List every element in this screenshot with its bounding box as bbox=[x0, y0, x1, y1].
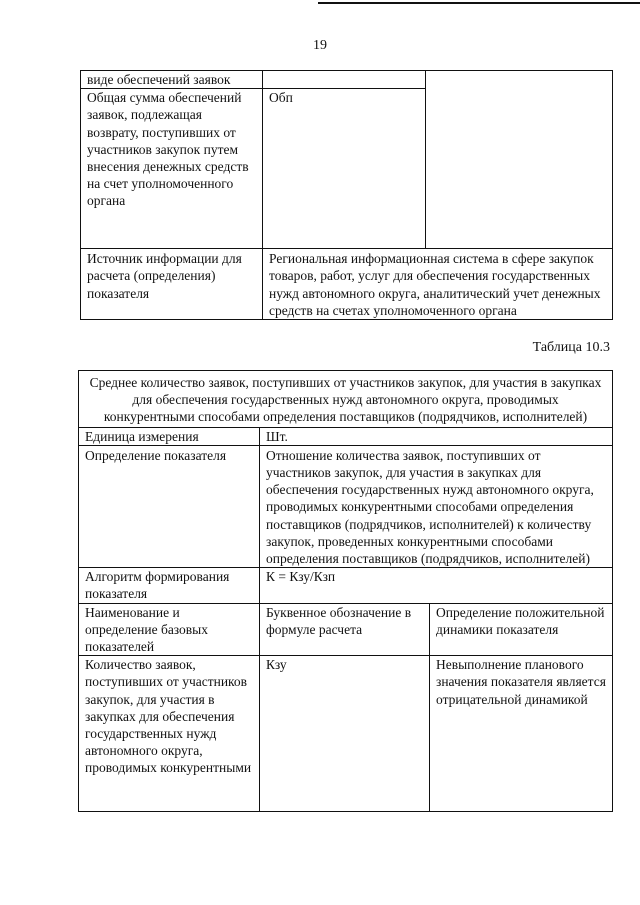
indicator-table-continued bbox=[80, 70, 613, 320]
indicator-title: Среднее количество заявок, поступивших от участников закупок, для участия в закупках для обеспечения государственных нужд автономного округа, проводимых конкурентными способами определения поставщиков (подрядчиков, исполнителей) bbox=[79, 371, 613, 428]
table-row bbox=[81, 249, 613, 320]
header-positive-dynamics: Определение положительной динамики показателя bbox=[430, 603, 613, 656]
header-letter-symbol: Буквенное обозначение в формуле расчета bbox=[260, 603, 430, 656]
cell-unit-label: Единица измерения bbox=[79, 427, 260, 445]
cell-info-source-label: Источник информации для расчета (определения) показателя bbox=[81, 249, 263, 320]
table-header-row bbox=[79, 603, 613, 656]
cell-empty bbox=[426, 71, 613, 249]
cell-empty bbox=[263, 71, 426, 89]
cell-info-source-value: Региональная информационная система в сфере закупок товаров, работ, услуг для обеспечения государственных нужд автономного округа, аналитический учет денежных средств на счетах уполномоченного органа bbox=[263, 249, 613, 320]
table-row bbox=[79, 445, 613, 567]
table-row bbox=[81, 71, 613, 89]
cell-unit-value: Шт. bbox=[260, 427, 613, 445]
table-row bbox=[79, 371, 613, 428]
cell-base-indicator-symbol: Кзу bbox=[260, 656, 430, 812]
table-row bbox=[79, 568, 613, 603]
cell-definition-value: Отношение количества заявок, поступивших от участников закупок, для участия в закупках для обеспечения государственных нужд автономного округа, проводимых конкурентными способами определения поставщиков (подрядчиков, исполнителей) к количеству закупок, проведенных конкурентными способами определения поставщиков (подрядчиков, исполнителей) bbox=[260, 445, 613, 567]
indicator-table-10-3 bbox=[78, 370, 613, 812]
cell-collateral-form: виде обеспечений заявок bbox=[81, 71, 263, 89]
page-number: 19 bbox=[313, 38, 327, 53]
cell-base-indicator-name: Количество заявок, поступивших от участников закупок, для участия в закупках для обеспечения государственных нужд автономного округа, проводимых конкурентными bbox=[79, 656, 260, 812]
cell-algorithm-label: Алгоритм формирования показателя bbox=[79, 568, 260, 603]
cell-dynamics: Невыполнение планового значения показателя является отрицательной динамикой bbox=[430, 656, 613, 812]
header-base-indicators: Наименование и определение базовых показателей bbox=[79, 603, 260, 656]
cell-definition-label: Определение показателя bbox=[79, 445, 260, 567]
cell-base-indicator-name: Общая сумма обеспечений заявок, подлежащая возврату, поступивших от участников закупок путем внесения денежных средств на счет уполномоченного органа bbox=[81, 89, 263, 249]
cell-base-indicator-symbol: Обп bbox=[263, 89, 426, 249]
cell-algorithm-value: К = Кзу/Кзп bbox=[260, 568, 613, 603]
table-row bbox=[79, 427, 613, 445]
top-rule bbox=[318, 2, 640, 4]
table-caption: Таблица 10.3 bbox=[532, 340, 610, 355]
table-row bbox=[79, 656, 613, 812]
